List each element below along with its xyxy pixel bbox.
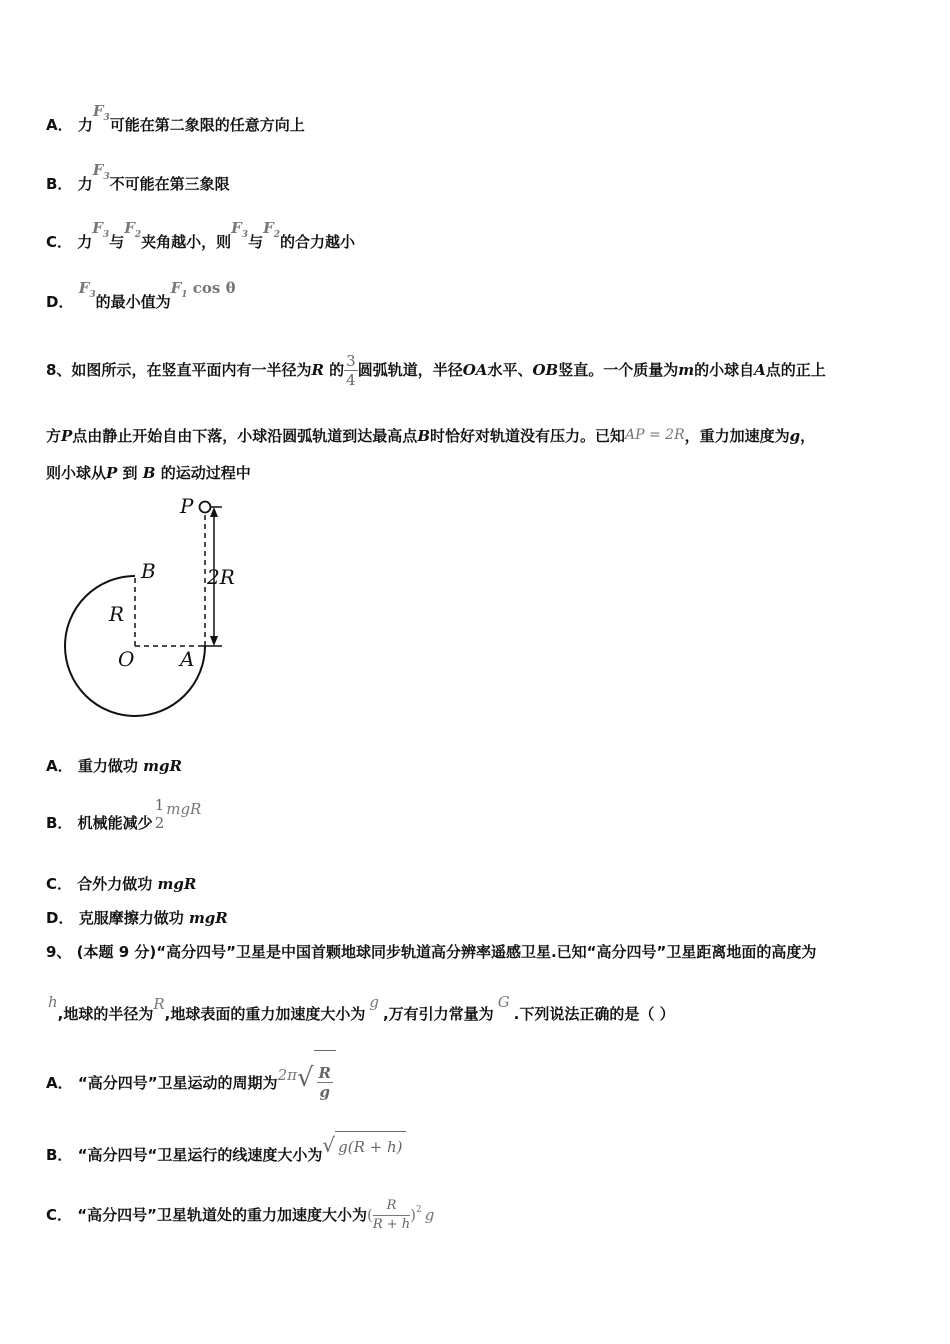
q9-stem-line1: 9、 (本题 9 分)“高分四号”卫星是中国首颗地球同步轨道高分辨率遥感卫星.已知“高分四号”卫星距离地面的高度为 xyxy=(46,943,817,961)
sqrt-symbol-icon: √ xyxy=(322,1133,336,1157)
label-r: R xyxy=(109,602,125,626)
q9-option-c: C． “高分四号”卫星轨道处的重力加速度大小为( $\frac{R}{R + h}$ )$^2$ g xyxy=(46,1198,435,1232)
q8-stem-line1: 8、如图所示，在竖直平面内有一半径为R 的 $\frac{3}{4}$ 圆弧轨道，半径OA水平、OB竖直。一个质量为m的小球自A点的正上 xyxy=(46,352,826,389)
label-2r: 2R xyxy=(207,565,235,589)
q9-option-b: B． “高分四号“卫星运行的线速度大小为√ g(R + h) xyxy=(46,1138,406,1170)
q7-option-b: B． 力$F_3$不可能在第三象限 xyxy=(46,161,230,193)
q8-option-a: A． 重力做功 mgR xyxy=(46,757,182,775)
q7-option-a: A． 力$F_3$可能在第二象限的任意方向上 xyxy=(46,102,305,134)
ball xyxy=(200,502,211,513)
q7-option-d: D． $F_3$的最小值为$F_1$ cos θ xyxy=(46,279,236,311)
label-p: P xyxy=(180,494,194,518)
label-o: O xyxy=(118,647,135,671)
q9-option-a: A． “高分四号”卫星运动的周期为2π√ $\frac{R}{g}$ xyxy=(46,1050,336,1113)
q9-stem-line2: h,地球的半径为R,地球表面的重力加速度大小为g,万有引力常量为G.下列说法正确的是（ ） xyxy=(48,993,675,1023)
q7-option-c: C． 力$F_3$与$F_2$夹角越小，则$F_3$与$F_2$的合力越小 xyxy=(46,219,356,251)
q8-option-b: B． 机械能减少 1 2 mgR xyxy=(46,795,202,832)
q8-fraction: $\frac{3}{4}$ xyxy=(346,352,356,389)
label-a: A xyxy=(180,647,195,671)
q8-figure xyxy=(55,490,240,725)
label-b: B xyxy=(141,559,156,583)
q8-option-d: D． 克服摩擦力做功 mgR xyxy=(46,909,228,927)
q8-stem-line2: 方P点由静止开始自由下落，小球沿圆弧轨道到达最高点B时恰好对轨道没有压力。已知AP = 2R，重力加速度为g， xyxy=(46,427,816,445)
q8-stem-line3: 则小球从P 到 B 的运动过程中 xyxy=(46,464,251,482)
sqrt-symbol-icon: √ xyxy=(296,1063,314,1093)
arrow-down-icon xyxy=(210,636,218,646)
q8-option-c: C． 合外力做功 mgR xyxy=(46,875,197,893)
